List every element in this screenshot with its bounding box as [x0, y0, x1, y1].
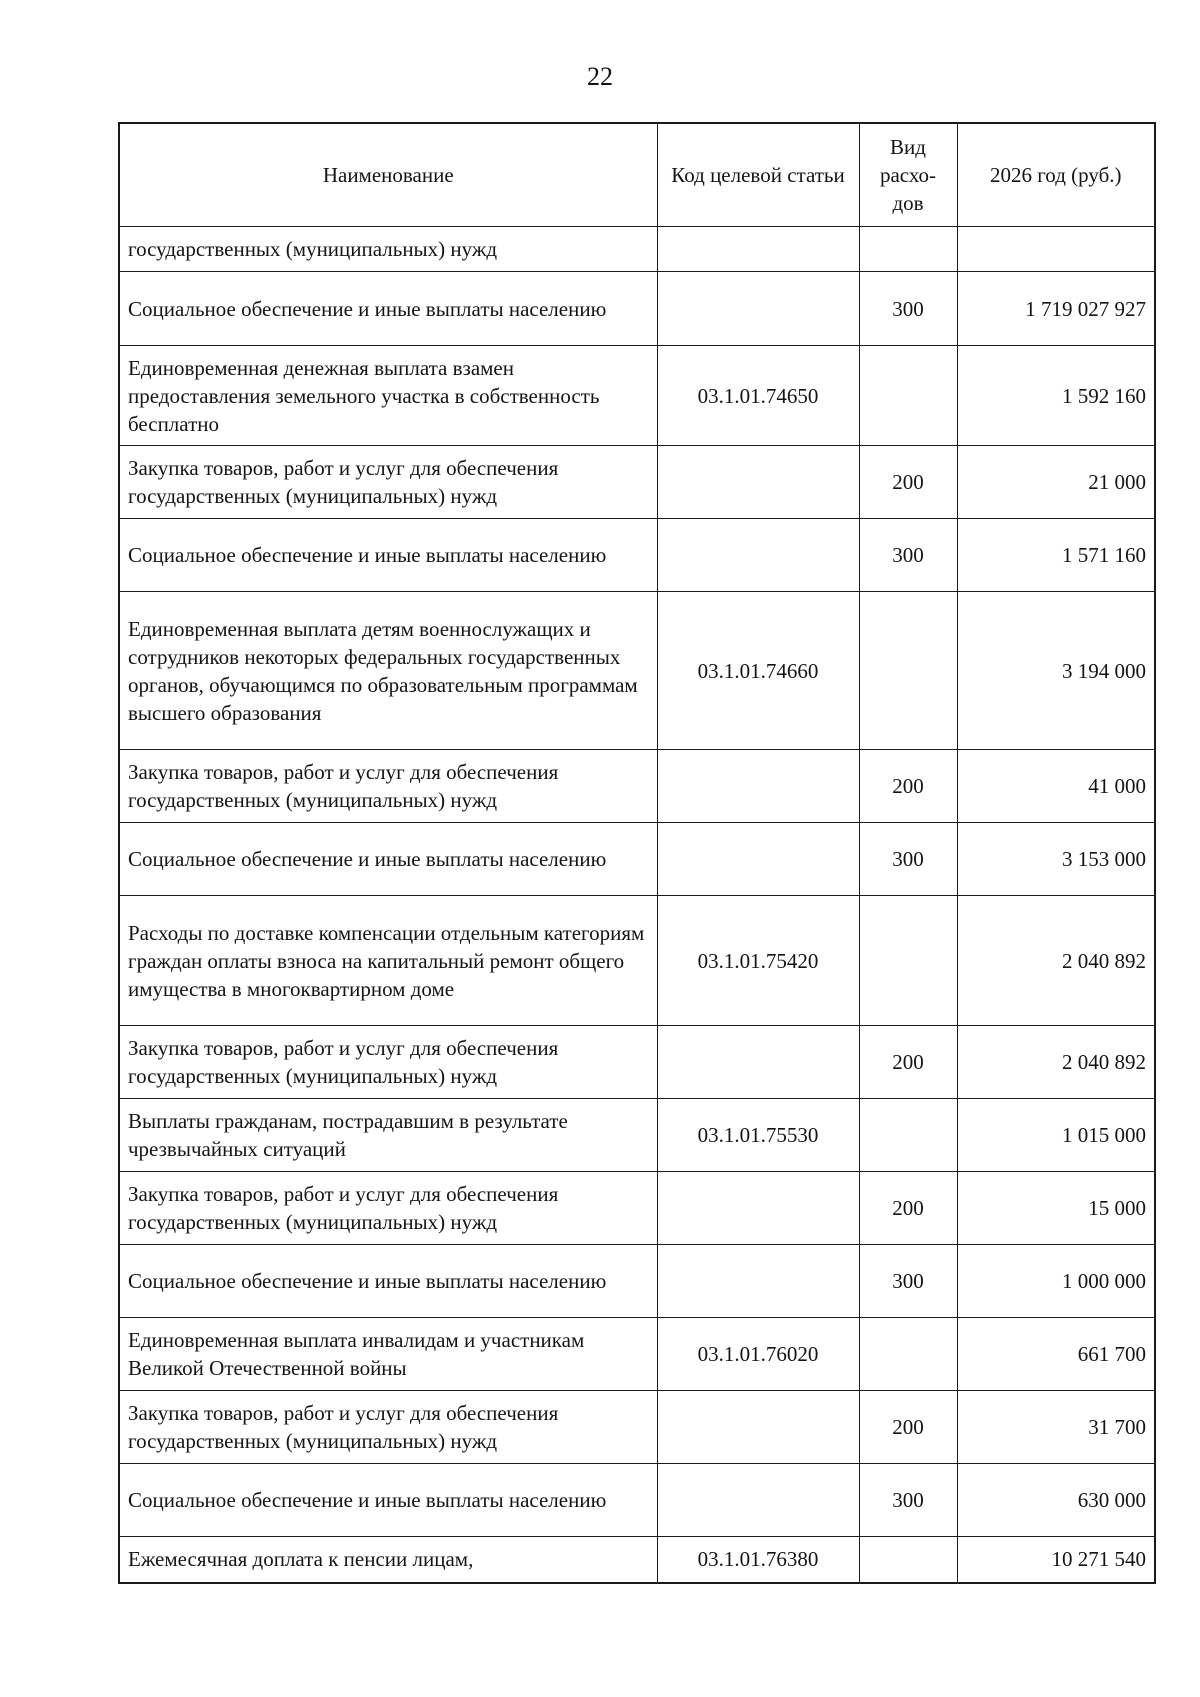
row-code — [657, 272, 859, 346]
row-code: 03.1.01.74650 — [657, 346, 859, 446]
row-code — [657, 227, 859, 272]
row-code: 03.1.01.75530 — [657, 1099, 859, 1172]
row-type: 200 — [859, 446, 957, 519]
table-row — [119, 896, 1155, 1026]
row-name: Социальное обеспечение и иные выплаты населению — [119, 272, 657, 346]
row-type — [859, 1537, 957, 1583]
row-code — [657, 1245, 859, 1318]
table-row — [119, 1391, 1155, 1464]
row-type — [859, 1318, 957, 1391]
header-code: Код целевой статьи — [657, 123, 859, 227]
table-row — [119, 519, 1155, 592]
row-name: Закупка товаров, работ и услуг для обеспечения государственных (муниципальных) нужд — [119, 1026, 657, 1099]
row-type: 200 — [859, 750, 957, 823]
row-amount: 3 153 000 — [957, 823, 1155, 896]
table-row — [119, 750, 1155, 823]
header-type: Вид расхо-дов — [859, 123, 957, 227]
table-row — [119, 1318, 1155, 1391]
row-type: 300 — [859, 1245, 957, 1318]
row-amount: 10 271 540 — [957, 1537, 1155, 1583]
row-name: Социальное обеспечение и иные выплаты населению — [119, 1245, 657, 1318]
row-amount — [957, 227, 1155, 272]
table-row — [119, 592, 1155, 750]
row-type: 200 — [859, 1172, 957, 1245]
row-code — [657, 519, 859, 592]
row-type: 300 — [859, 272, 957, 346]
row-code: 03.1.01.76020 — [657, 1318, 859, 1391]
row-name: государственных (муниципальных) нужд — [119, 227, 657, 272]
row-name: Закупка товаров, работ и услуг для обеспечения государственных (муниципальных) нужд — [119, 1391, 657, 1464]
row-amount: 1 592 160 — [957, 346, 1155, 446]
table-row — [119, 227, 1155, 272]
table-header-row — [119, 123, 1155, 227]
row-name: Социальное обеспечение и иные выплаты населению — [119, 1464, 657, 1537]
row-amount: 1 719 027 927 — [957, 272, 1155, 346]
row-name: Закупка товаров, работ и услуг для обеспечения государственных (муниципальных) нужд — [119, 1172, 657, 1245]
row-name: Расходы по доставке компенсации отдельным категориям граждан оплаты взноса на капитальный ремонт общего имущества в многоквартирном доме — [119, 896, 657, 1026]
row-name: Закупка товаров, работ и услуг для обеспечения государственных (муниципальных) нужд — [119, 750, 657, 823]
row-name: Ежемесячная доплата к пенсии лицам, — [119, 1537, 657, 1583]
row-type — [859, 1099, 957, 1172]
row-name: Единовременная денежная выплата взамен предоставления земельного участка в собственность бесплатно — [119, 346, 657, 446]
row-amount: 1 571 160 — [957, 519, 1155, 592]
row-type — [859, 227, 957, 272]
row-amount: 41 000 — [957, 750, 1155, 823]
row-type — [859, 346, 957, 446]
row-amount: 21 000 — [957, 446, 1155, 519]
row-name: Социальное обеспечение и иные выплаты населению — [119, 823, 657, 896]
row-code — [657, 1172, 859, 1245]
table-row — [119, 823, 1155, 896]
table-row — [119, 1537, 1155, 1583]
row-code — [657, 1391, 859, 1464]
row-type — [859, 896, 957, 1026]
row-type: 200 — [859, 1391, 957, 1464]
table-row — [119, 272, 1155, 346]
row-amount: 15 000 — [957, 1172, 1155, 1245]
table-row — [119, 1464, 1155, 1537]
table-row — [119, 1026, 1155, 1099]
row-code — [657, 750, 859, 823]
table-row — [119, 1172, 1155, 1245]
table-row — [119, 346, 1155, 446]
table-row — [119, 1099, 1155, 1172]
row-amount: 661 700 — [957, 1318, 1155, 1391]
row-amount: 2 040 892 — [957, 896, 1155, 1026]
row-type: 300 — [859, 823, 957, 896]
row-amount: 630 000 — [957, 1464, 1155, 1537]
row-name: Выплаты гражданам, пострадавшим в результате чрезвычайных ситуаций — [119, 1099, 657, 1172]
row-name: Единовременная выплата инвалидам и участникам Великой Отечественной войны — [119, 1318, 657, 1391]
row-code — [657, 446, 859, 519]
row-code — [657, 1026, 859, 1099]
row-code — [657, 823, 859, 896]
page-number: 22 — [587, 62, 613, 91]
row-code: 03.1.01.76380 — [657, 1537, 859, 1583]
row-amount: 31 700 — [957, 1391, 1155, 1464]
row-name: Закупка товаров, работ и услуг для обеспечения государственных (муниципальных) нужд — [119, 446, 657, 519]
row-name: Единовременная выплата детям военнослужащих и сотрудников некоторых федеральных государственных органов, обучающимся по образовательным программам высшего образования — [119, 592, 657, 750]
header-name: Наименование — [119, 123, 657, 227]
row-amount: 1 015 000 — [957, 1099, 1155, 1172]
row-amount: 2 040 892 — [957, 1026, 1155, 1099]
row-type: 300 — [859, 1464, 957, 1537]
row-type — [859, 592, 957, 750]
row-code: 03.1.01.75420 — [657, 896, 859, 1026]
row-code: 03.1.01.74660 — [657, 592, 859, 750]
row-amount: 1 000 000 — [957, 1245, 1155, 1318]
table-row — [119, 446, 1155, 519]
budget-table — [118, 122, 1156, 1584]
row-code — [657, 1464, 859, 1537]
row-type: 300 — [859, 519, 957, 592]
row-name: Социальное обеспечение и иные выплаты населению — [119, 519, 657, 592]
table-row — [119, 1245, 1155, 1318]
header-amount: 2026 год (руб.) — [957, 123, 1155, 227]
row-amount: 3 194 000 — [957, 592, 1155, 750]
row-type: 200 — [859, 1026, 957, 1099]
